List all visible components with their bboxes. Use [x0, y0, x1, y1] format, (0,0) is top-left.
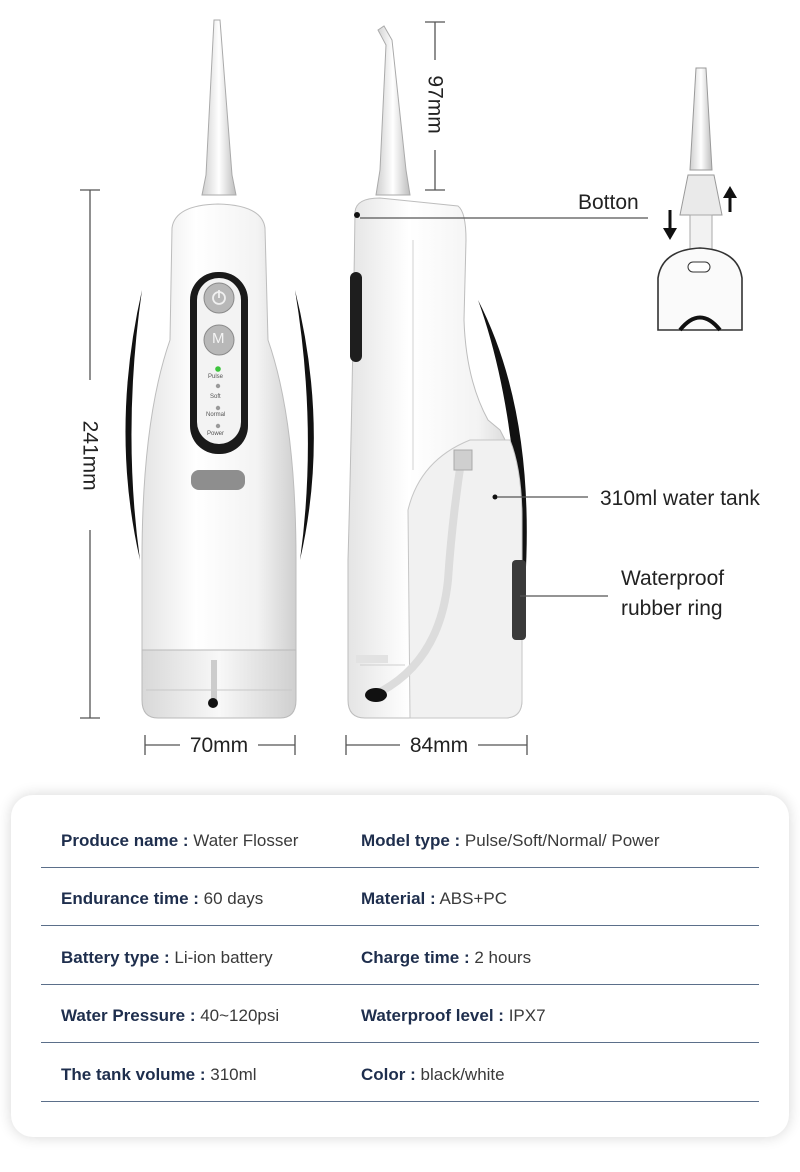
spec-label: Endurance time :	[61, 889, 199, 908]
specification-card	[11, 795, 789, 1137]
spec-row	[41, 1043, 759, 1102]
spec-label: Waterproof level :	[361, 1006, 504, 1025]
panel-label-power: Power	[207, 431, 225, 437]
spec-value: 2 hours	[474, 948, 532, 967]
ring-callout-label-line2: rubber ring	[621, 597, 723, 620]
spec-label: Model type :	[361, 831, 461, 850]
panel-label-soft: Soft	[210, 394, 221, 400]
arrow-down-icon	[663, 210, 677, 240]
panel-mode-key: M	[212, 330, 225, 347]
side-nozzle	[376, 26, 410, 195]
led-pulse	[215, 366, 221, 372]
spec-label: The tank volume :	[61, 1065, 206, 1084]
spec-value: Water Flosser	[193, 831, 299, 850]
spec-value: ABS+PC	[439, 889, 507, 908]
nozzle-release-detail	[658, 68, 742, 330]
spec-value: 40~120psi	[200, 1006, 280, 1025]
front-shadow-right	[295, 290, 314, 560]
spec-label: Material :	[361, 889, 436, 908]
ring-callout-label-line1: Waterproof	[621, 567, 725, 590]
spec-label: Battery type :	[61, 948, 170, 967]
tank-callout-label: 310ml water tank	[600, 487, 760, 510]
spec-row	[41, 926, 759, 985]
spec-value: 310ml	[210, 1065, 257, 1084]
front-nozzle	[202, 20, 236, 195]
side-tank	[408, 440, 522, 718]
button-callout-label: Botton	[578, 191, 639, 214]
side-rubber-ring	[512, 560, 526, 640]
spec-row	[41, 809, 759, 868]
nozzle-length-label: 97mm	[423, 75, 447, 134]
front-device	[142, 20, 296, 718]
front-width-label: 70mm	[189, 734, 249, 757]
panel-label-normal: Normal	[206, 412, 226, 418]
spec-value: 60 days	[203, 889, 264, 908]
side-width-label: 84mm	[409, 734, 469, 757]
height-label: 241mm	[78, 420, 102, 491]
spec-row	[41, 984, 759, 1043]
spec-value: Li-ion battery	[174, 948, 273, 967]
front-tank	[142, 650, 296, 718]
front-charge-slot	[191, 470, 245, 490]
spec-value: IPX7	[508, 1006, 546, 1025]
spec-value: Pulse/Soft/Normal/ Power	[464, 831, 660, 850]
spec-label: Water Pressure :	[61, 1006, 196, 1025]
panel-label-pulse: Pulse	[208, 374, 224, 380]
spec-label: Charge time :	[361, 948, 470, 967]
spec-label: Produce name :	[61, 831, 189, 850]
spec-label: Color :	[361, 1065, 416, 1084]
spec-row	[41, 867, 759, 926]
spec-value: black/white	[420, 1065, 505, 1084]
front-shadow-left	[125, 290, 142, 560]
arrow-up-icon	[723, 186, 737, 212]
